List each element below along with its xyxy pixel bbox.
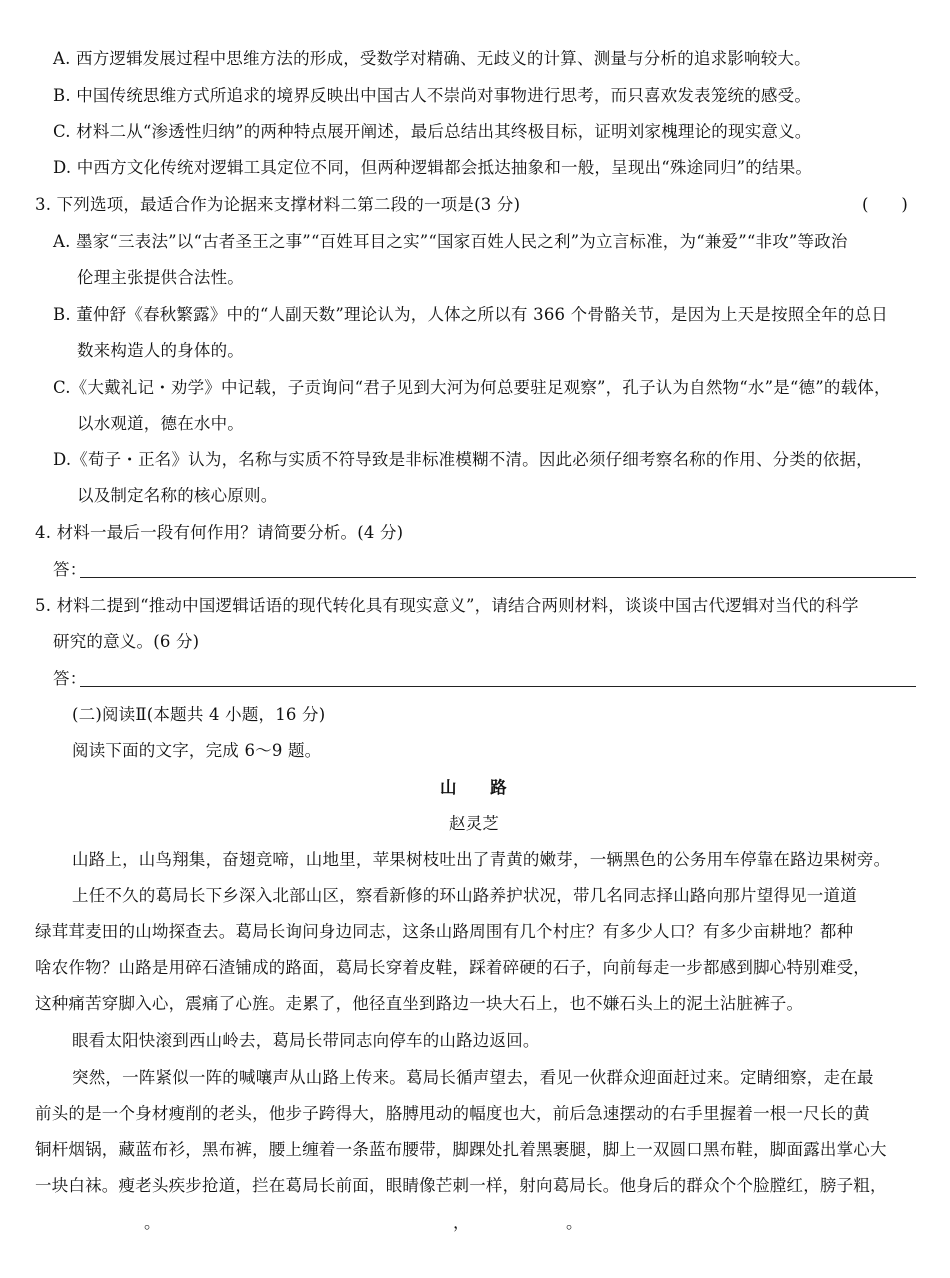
section2-heading: (二)阅读Ⅱ(本题共 4 小题，16 分) (72, 705, 326, 724)
q3-option-a-line2: 伦理主张提供合法性。 (77, 268, 244, 287)
q3-option-b-line1: B. 董仲舒《春秋繁露》中的“人副天数”理论认为，人体之所以有 366 个骨骼关节，是因为上天是按照全年的总日 (53, 305, 888, 324)
q2-option-d: D. 中西方文化传统对逻辑工具定位不同，但两种逻辑都会抵达抽象和一般，呈现出“殊途同归”的结果。 (53, 158, 813, 177)
passage-line-7: 突然，一阵紧似一阵的喊嚷声从山路上传来。葛局长循声望去，看见一伙群众迎面赶过来。定睛细察，走在最 (72, 1068, 874, 1087)
cutoff-mark-3: 。 (566, 1213, 583, 1232)
passage-line-8: 前头的是一个身材瘦削的老头，他步子跨得大，胳膊甩动的幅度也大，前后急速摆动的右手里握着一根一尺长的黄 (35, 1104, 870, 1123)
passage-line-3: 绿茸茸麦田的山坳探查去。葛局长询问身边同志，这条山路周围有几个村庄？有多少人口？有多少亩耕地？都种 (35, 922, 854, 941)
passage-line-5: 这种痛苦穿脚入心，震痛了心旌。走累了，他径直坐到路边一块大石上，也不嫌石头上的泥土沾脏裤子。 (35, 994, 804, 1013)
q3-option-c-line2: 以水观道，德在水中。 (77, 414, 244, 433)
cutoff-mark-2: ， (453, 1213, 470, 1232)
q5-stem-line2: 研究的意义。(6 分) (53, 632, 200, 651)
q5-stem-line1: 5. 材料二提到“推动中国逻辑话语的现代转化具有现实意义”，请结合两则材料，谈谈中国古代逻辑对当代的科学 (35, 596, 859, 615)
section2-instruction: 阅读下面的文字，完成 6～9 题。 (72, 741, 322, 760)
cutoff-mark-1: 。 (144, 1213, 161, 1232)
passage-line-10: 一块白袜。瘦老头疾步抢道，拦在葛局长前面，眼睛像芒刺一样，射向葛局长。他身后的群众个个脸膛红，膀子粗， (35, 1176, 887, 1195)
passage-line-6: 眼看太阳快滚到西山岭去，葛局长带同志向停车的山路边返回。 (72, 1031, 540, 1050)
passage-author: 赵灵芝 (449, 814, 500, 833)
q3-option-d-line2: 以及制定名称的核心原则。 (77, 486, 278, 505)
q4-stem: 4. 材料一最后一段有何作用？请简要分析。(4 分) (35, 523, 404, 542)
q2-option-b: B. 中国传统思维方式所追求的境界反映出中国古人不崇尚对事物进行思考，而只喜欢发表笼统的感受。 (53, 86, 812, 105)
passage-title: 山 路 (440, 778, 507, 797)
q3-option-d-line1: D.《荀子・正名》认为，名称与实质不符导致是非标准模糊不清。因此必须仔细考察名称的作用、分类的依据， (53, 450, 873, 469)
q4-answer-label: 答： (53, 560, 87, 579)
q2-option-c: C. 材料二从“渗透性归纳”的两种特点展开阐述，最后总结出其终极目标，证明刘家槐理论的现实意义。 (53, 122, 812, 141)
passage-line-9: 铜杆烟锅，藏蓝布衫，黑布裤，腰上缠着一条蓝布腰带，脚踝处扎着黑裹腿，脚上一双圆口黑布鞋，脚面露出掌心大 (35, 1140, 887, 1159)
q3-answer-paren: ( ) (862, 195, 908, 214)
q3-option-a-line1: A. 墨家“三表法”以“古者圣王之事”“百姓耳目之实”“国家百姓人民之利”为立言标准，为“兼爱”“非攻”等政治 (53, 232, 848, 251)
q3-option-b-line2: 数来构造人的身体的。 (77, 341, 244, 360)
passage-line-4: 啥农作物？山路是用碎石渣铺成的路面，葛局长穿着皮鞋，踩着碎硬的石子，向前每走一步都感到脚心特别难受， (35, 958, 870, 977)
q3-stem: 3. 下列选项，最适合作为论据来支撑材料二第二段的一项是(3 分) (35, 195, 521, 214)
passage-line-2: 上任不久的葛局长下乡深入北部山区，察看新修的环山路养护状况，带几名同志择山路向那片望得见一道道 (72, 886, 857, 905)
q5-answer-label: 答： (53, 669, 87, 688)
passage-line-1: 山路上，山鸟翔集，奋翅竞啼，山地里，苹果树枝吐出了青黄的嫩芽，一辆黑色的公务用车停靠在路边果树旁。 (72, 850, 891, 869)
q2-option-a: A. 西方逻辑发展过程中思维方法的形成，受数学对精确、无歧义的计算、测量与分析的追求影响较大。 (53, 49, 811, 68)
q3-option-c-line1: C.《大戴礼记・劝学》中记载，子贡询问“君子见到大河为何总要驻足观察”，孔子认为自然物“水”是“德”的载体， (53, 378, 891, 397)
q5-answer-line[interactable] (80, 686, 916, 687)
q4-answer-line[interactable] (80, 577, 916, 578)
